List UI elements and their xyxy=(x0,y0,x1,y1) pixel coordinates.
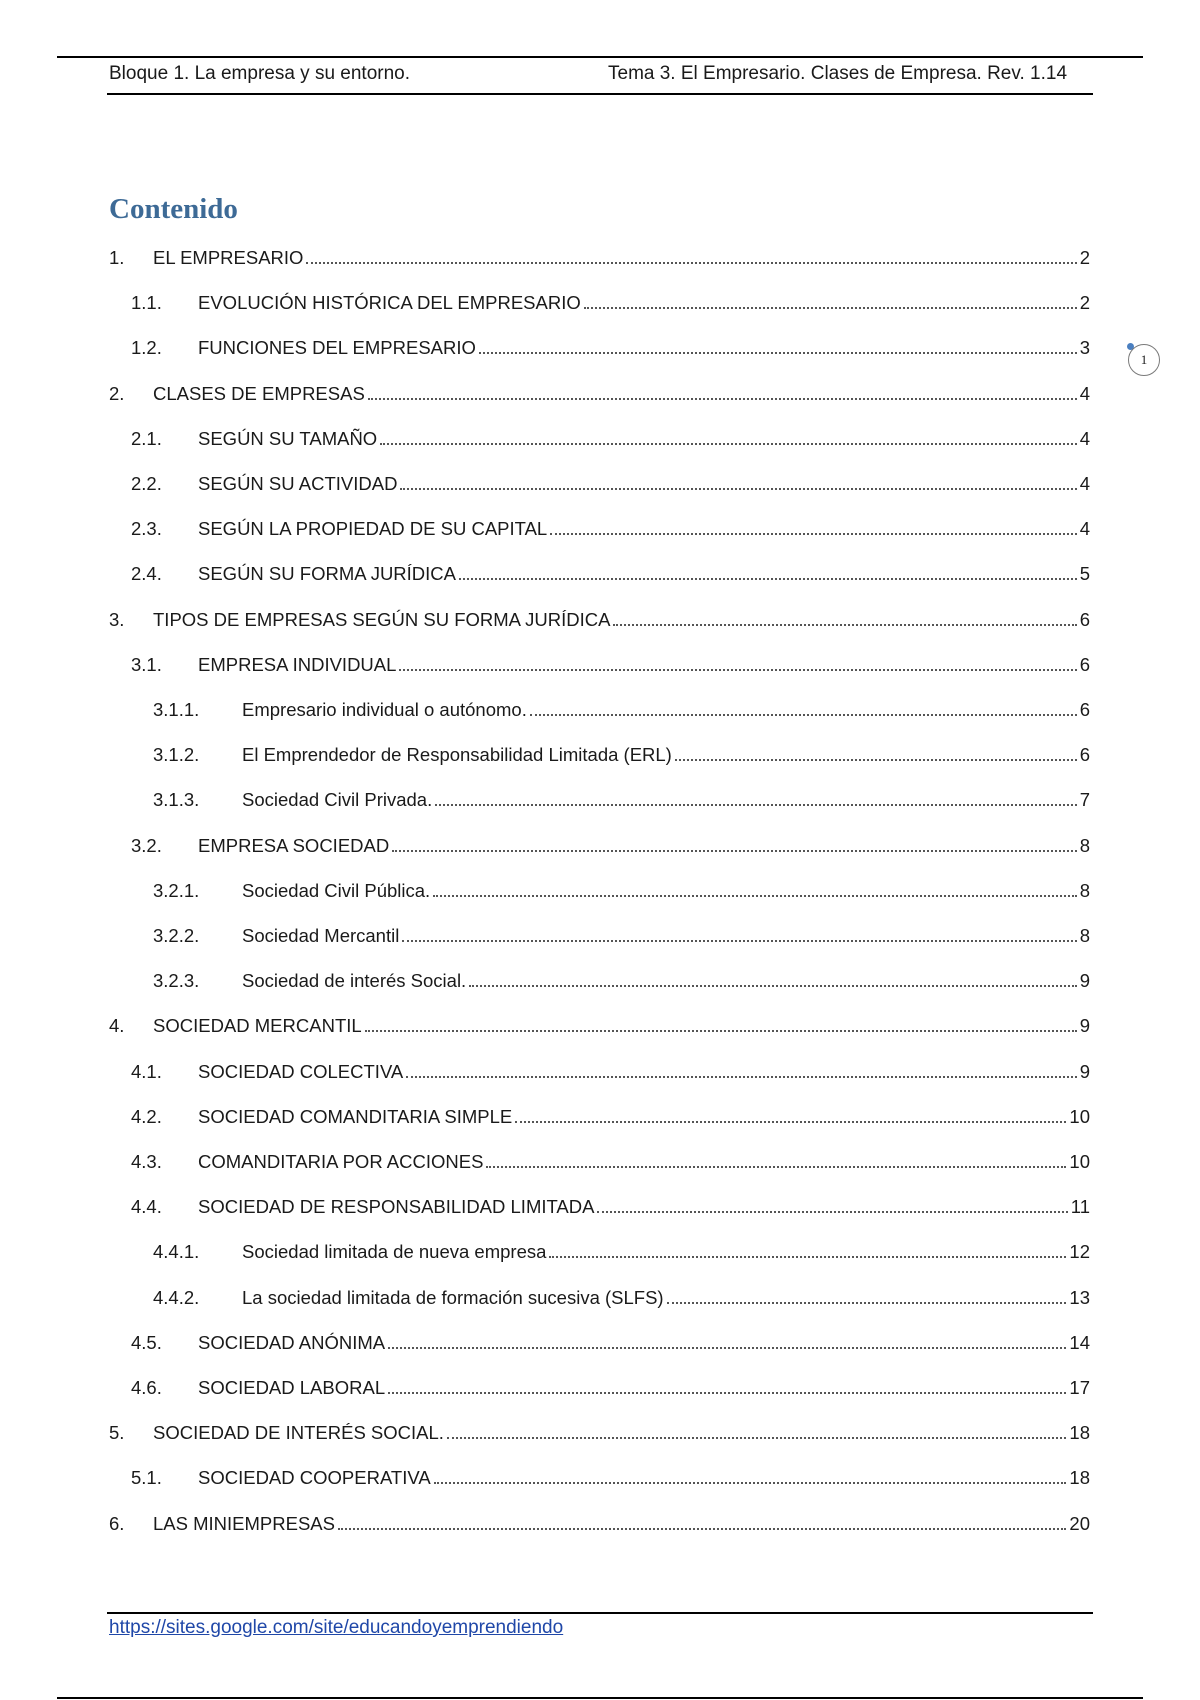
toc-entry-page: 18 xyxy=(1069,1467,1090,1489)
toc-entry-title: EVOLUCIÓN HISTÓRICA DEL EMPRESARIO xyxy=(198,292,581,314)
toc-entry[interactable] xyxy=(0,970,1090,1000)
toc-entry-number: 1.2. xyxy=(131,337,162,359)
toc-entry-number: 2.2. xyxy=(131,473,162,494)
toc-entry-page: 2 xyxy=(1079,292,1090,314)
toc-dot-leader xyxy=(402,940,1076,942)
toc-dot-leader xyxy=(530,714,1077,716)
toc-entry-number: 4.3. xyxy=(131,1151,162,1172)
toc-entry-page: 12 xyxy=(1069,1241,1090,1263)
toc-entry[interactable] xyxy=(0,699,1090,729)
toc-entry-page: 6 xyxy=(1079,699,1090,720)
toc-entry-title: LAS MINIEMPRESAS xyxy=(153,1512,335,1534)
header-top-rule xyxy=(57,56,1143,58)
toc-entry-title: El Emprendedor de Responsabilidad Limitada (ERL) xyxy=(242,744,672,766)
toc-entry-title: SEGÚN LA PROPIEDAD DE SU CAPITAL xyxy=(198,518,548,540)
toc-entry-number: 4.4.1. xyxy=(153,1241,200,1263)
toc-entry-number: 3. xyxy=(109,608,125,630)
toc-title: Contenido xyxy=(109,193,238,225)
toc-entry-number: 3.2.3. xyxy=(153,970,200,992)
toc-entry-title: SOCIEDAD COMANDITARIA SIMPLE xyxy=(198,1105,513,1127)
toc-entry-page: 11 xyxy=(1070,1196,1090,1218)
toc-entry-title: Sociedad Civil Pública. xyxy=(242,879,431,901)
toc-entry[interactable] xyxy=(0,1015,1090,1045)
toc-dot-leader xyxy=(667,1302,1067,1304)
toc-dot-leader xyxy=(380,443,1077,445)
toc-entry-title: SOCIEDAD DE RESPONSABILIDAD LIMITADA xyxy=(198,1196,595,1218)
toc-entry-title: SOCIEDAD DE INTERÉS SOCIAL. xyxy=(153,1422,444,1444)
toc-entry[interactable] xyxy=(0,1377,1090,1407)
toc-dot-leader xyxy=(388,1392,1066,1394)
toc-entry-title: SOCIEDAD ANÓNIMA xyxy=(198,1331,386,1353)
toc-entry-page: 4 xyxy=(1079,427,1090,449)
toc-dot-leader xyxy=(515,1121,1066,1123)
toc-entry[interactable] xyxy=(0,609,1090,639)
toc-dot-leader xyxy=(434,1482,1067,1484)
toc-entry-title: SEGÚN SU ACTIVIDAD xyxy=(198,473,398,494)
toc-entry-title: SEGÚN SU FORMA JURÍDICA xyxy=(198,563,456,585)
toc-entry-number: 3.2.1. xyxy=(153,879,200,901)
toc-entry-number: 3.1. xyxy=(131,653,162,675)
toc-dot-leader xyxy=(459,578,1077,580)
toc-dot-leader xyxy=(613,624,1076,626)
toc-entry[interactable] xyxy=(0,1422,1090,1452)
toc-entry-title: COMANDITARIA POR ACCIONES xyxy=(198,1151,484,1172)
toc-entry[interactable] xyxy=(0,563,1090,593)
toc-dot-leader xyxy=(675,759,1077,761)
toc-dot-leader xyxy=(550,533,1077,535)
toc-entry[interactable] xyxy=(0,1196,1090,1226)
toc-entry[interactable] xyxy=(0,1151,1090,1181)
toc-entry[interactable] xyxy=(0,1106,1090,1136)
toc-entry-title: Sociedad de interés Social. xyxy=(242,970,467,992)
header-right-text: Tema 3. El Empresario. Clases de Empresa. Rev. 1.14 xyxy=(608,63,1068,84)
toc-entry[interactable] xyxy=(0,835,1090,865)
toc-dot-leader xyxy=(486,1166,1066,1168)
toc-entry-page: 8 xyxy=(1079,834,1090,856)
toc-entry[interactable] xyxy=(0,925,1090,955)
toc-entry-page: 9 xyxy=(1079,970,1090,992)
toc-entry-title: SOCIEDAD MERCANTIL xyxy=(153,1015,362,1037)
toc-entry-title: Sociedad Civil Privada. xyxy=(242,789,433,811)
toc-dot-leader xyxy=(469,985,1077,987)
toc-entry-page: 2 xyxy=(1079,247,1090,268)
toc-entry-title: La sociedad limitada de formación sucesiva (SLFS) xyxy=(242,1286,664,1308)
toc-entry-number: 2.3. xyxy=(131,518,162,540)
toc-entry-number: 5. xyxy=(109,1422,125,1444)
header-bottom-rule xyxy=(107,93,1093,95)
toc-entry[interactable] xyxy=(0,473,1090,503)
toc-entry-title: SOCIEDAD COLECTIVA xyxy=(198,1060,404,1082)
toc-entry-page: 4 xyxy=(1079,518,1090,540)
toc-entry-page: 6 xyxy=(1079,608,1090,630)
toc-entry[interactable] xyxy=(0,247,1090,277)
toc-dot-leader xyxy=(365,1030,1077,1032)
toc-entry-title: EMPRESA INDIVIDUAL xyxy=(198,653,397,675)
toc-dot-leader xyxy=(433,895,1077,897)
toc-entry[interactable] xyxy=(0,744,1090,774)
toc-entry-number: 3.1.3. xyxy=(153,789,200,811)
toc-dot-leader xyxy=(399,669,1076,671)
toc-entry-page: 6 xyxy=(1079,744,1090,766)
toc-entry-number: 6. xyxy=(109,1512,125,1534)
toc-dot-leader xyxy=(435,804,1076,806)
footer-link[interactable]: https://sites.google.com/site/educandoyemprendiendo xyxy=(109,1617,564,1638)
toc-dot-leader xyxy=(338,1528,1066,1530)
toc-dot-leader xyxy=(479,352,1077,354)
toc-entry-number: 2.4. xyxy=(131,563,162,585)
toc-entry-page: 13 xyxy=(1069,1286,1090,1308)
toc-entry-page: 6 xyxy=(1079,653,1090,675)
toc-entry-number: 1.1. xyxy=(131,292,162,314)
toc-entry[interactable] xyxy=(0,383,1090,413)
toc-entry-number: 4.1. xyxy=(131,1060,162,1082)
toc-dot-leader xyxy=(388,1347,1066,1349)
toc-dot-leader xyxy=(549,1256,1066,1258)
toc-entry[interactable] xyxy=(0,428,1090,458)
toc-entry-title: CLASES DE EMPRESAS xyxy=(153,382,365,404)
footer-bottom-rule xyxy=(57,1697,1143,1699)
toc-entry-number: 4. xyxy=(109,1015,125,1037)
page-number-badge: 1 xyxy=(1128,344,1160,376)
toc-entry[interactable] xyxy=(0,654,1090,684)
toc-entry-title: EL EMPRESARIO xyxy=(153,247,304,268)
toc-entry-page: 4 xyxy=(1079,382,1090,404)
toc-entry[interactable] xyxy=(0,1513,1090,1543)
toc-dot-leader xyxy=(392,850,1076,852)
footer-top-rule xyxy=(107,1612,1093,1614)
toc-entry-page: 8 xyxy=(1079,879,1090,901)
toc-entry-title: SOCIEDAD LABORAL xyxy=(198,1377,386,1398)
header-left-text: Bloque 1. La empresa y su entorno. xyxy=(109,63,411,84)
toc-entry-number: 4.4.2. xyxy=(153,1286,200,1308)
toc-entry-page: 10 xyxy=(1069,1105,1090,1127)
toc-entry-page: 20 xyxy=(1069,1512,1090,1534)
toc-entry-page: 10 xyxy=(1069,1151,1090,1172)
toc-dot-leader xyxy=(400,488,1076,490)
toc-dot-leader xyxy=(368,398,1077,400)
toc-entry[interactable] xyxy=(0,1332,1090,1362)
toc-entry-page: 9 xyxy=(1079,1015,1090,1037)
toc-dot-leader xyxy=(597,1211,1067,1213)
toc-entry-page: 7 xyxy=(1079,789,1090,811)
toc-entry-title: Sociedad limitada de nueva empresa xyxy=(242,1241,547,1263)
toc-entry-page: 5 xyxy=(1079,563,1090,585)
toc-entry-page: 18 xyxy=(1069,1422,1090,1444)
toc-entry-title: FUNCIONES DEL EMPRESARIO xyxy=(198,337,476,359)
toc-entry[interactable] xyxy=(0,337,1090,367)
toc-entry-number: 3.2.2. xyxy=(153,925,200,946)
toc-entry-number: 3.2. xyxy=(131,834,162,856)
toc-entry-title: EMPRESA SOCIEDAD xyxy=(198,834,390,856)
toc-entry[interactable] xyxy=(0,1241,1090,1271)
toc-entry-page: 4 xyxy=(1079,473,1090,494)
toc-entry-number: 3.1.2. xyxy=(153,744,200,766)
toc-entry-number: 2. xyxy=(109,382,125,404)
toc-entry-number: 2.1. xyxy=(131,427,162,449)
toc-entry-page: 14 xyxy=(1069,1331,1090,1353)
toc-entry-number: 4.2. xyxy=(131,1105,162,1127)
toc-entry-title: SEGÚN SU TAMAÑO xyxy=(198,427,378,449)
toc-entry-number: 5.1. xyxy=(131,1467,162,1489)
toc-entry-page: 17 xyxy=(1069,1377,1090,1398)
toc-entry-title: Sociedad Mercantil xyxy=(242,925,400,946)
toc-entry-title: TIPOS DE EMPRESAS SEGÚN SU FORMA JURÍDICA xyxy=(153,608,611,630)
toc-entry[interactable] xyxy=(0,880,1090,910)
toc-dot-leader xyxy=(406,1076,1076,1078)
toc-entry[interactable] xyxy=(0,518,1090,548)
toc-entry-number: 4.6. xyxy=(131,1377,162,1398)
toc-entry-page: 8 xyxy=(1079,925,1090,946)
toc-entry-page: 3 xyxy=(1079,337,1090,359)
toc-entry[interactable] xyxy=(0,1467,1090,1497)
toc-entry-number: 4.4. xyxy=(131,1196,162,1218)
toc-entry-title: Empresario individual o autónomo. xyxy=(242,699,527,720)
toc-dot-leader xyxy=(584,307,1077,309)
toc-dot-leader xyxy=(447,1437,1066,1439)
toc-entry-number: 1. xyxy=(109,247,125,268)
toc-entry-title: SOCIEDAD COOPERATIVA xyxy=(198,1467,431,1489)
toc-entry-page: 9 xyxy=(1079,1060,1090,1082)
toc-entry[interactable] xyxy=(0,292,1090,322)
toc-entry[interactable] xyxy=(0,1061,1090,1091)
toc-entry-number: 4.5. xyxy=(131,1331,162,1353)
toc-entry-number: 3.1.1. xyxy=(153,699,200,720)
toc-entry[interactable] xyxy=(0,789,1090,819)
toc-entry[interactable] xyxy=(0,1287,1090,1317)
toc-dot-leader xyxy=(306,262,1076,264)
